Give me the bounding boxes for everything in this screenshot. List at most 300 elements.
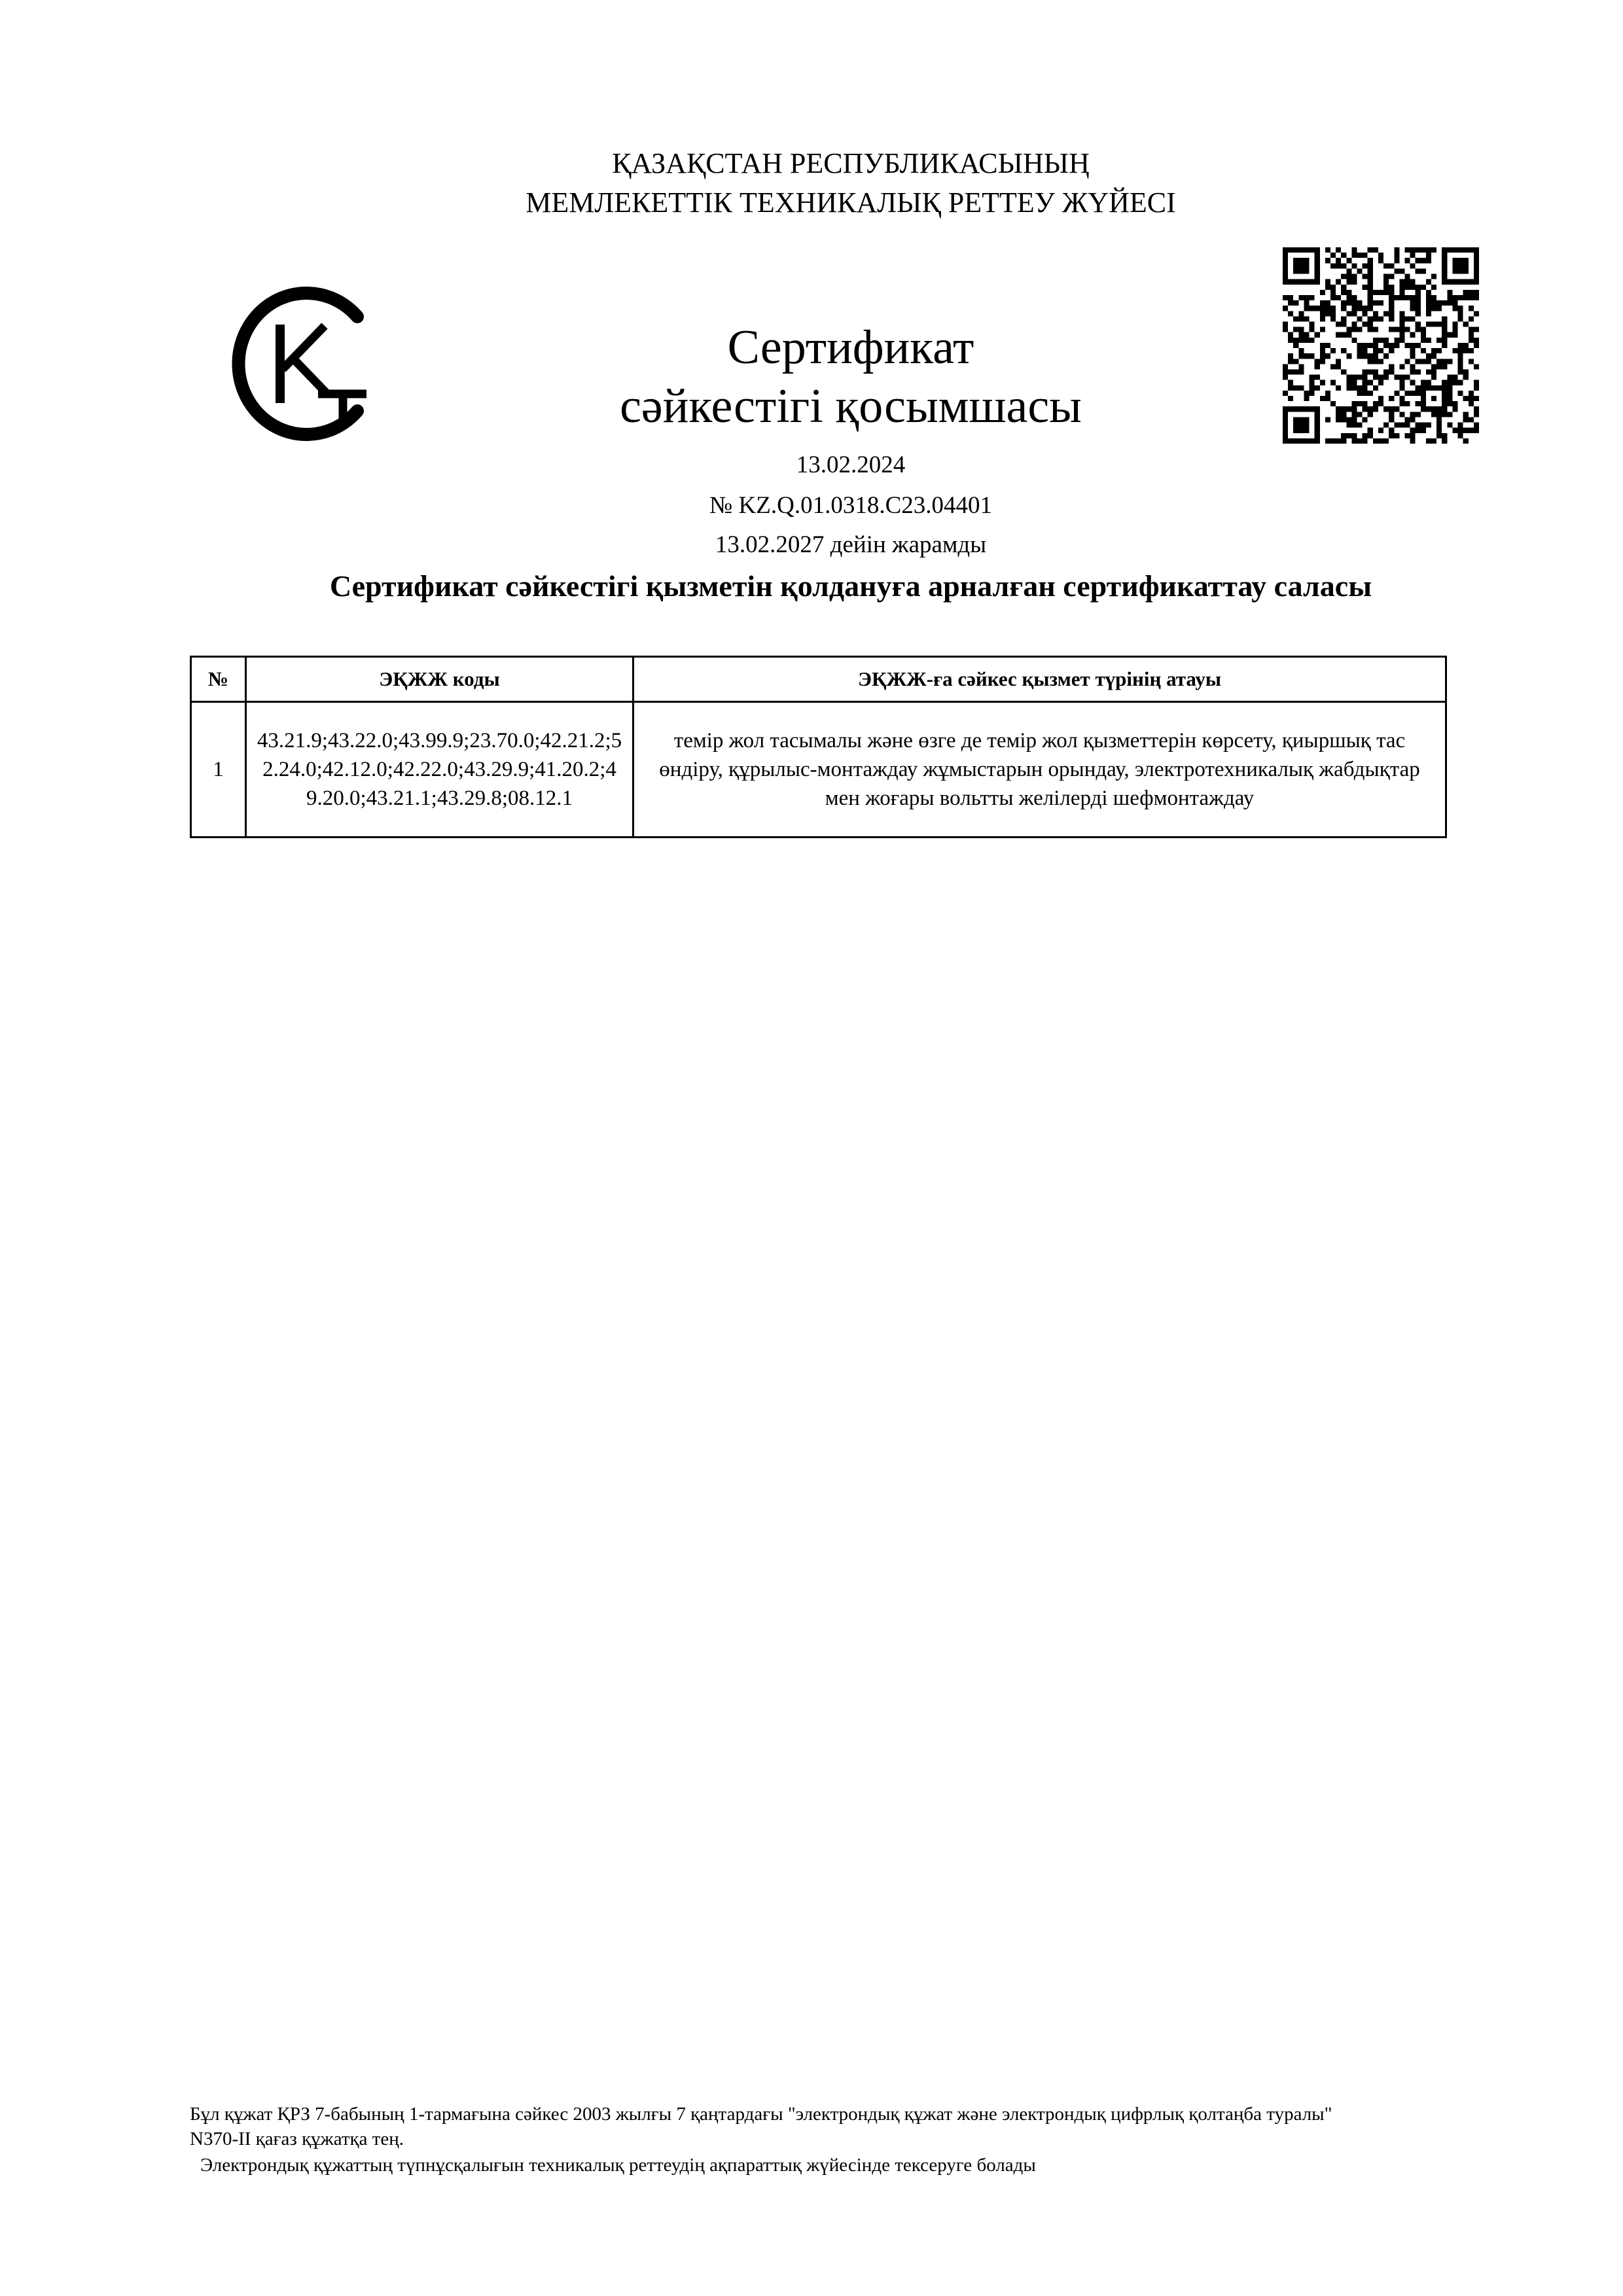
- qr-module: [1351, 263, 1357, 268]
- qr-module: [1416, 290, 1421, 295]
- qr-module: [1315, 385, 1320, 391]
- qr-module: [1288, 353, 1293, 359]
- qr-module: [1431, 438, 1436, 444]
- qr-module: [1410, 438, 1416, 444]
- qr-module: [1298, 295, 1304, 300]
- qr-module: [1378, 380, 1383, 385]
- qr-module: [1383, 406, 1389, 412]
- qr-module: [1363, 263, 1368, 268]
- qr-module: [1373, 316, 1378, 321]
- qr-module: [1389, 364, 1394, 369]
- qr-module: [1368, 279, 1373, 285]
- qr-module: [1315, 263, 1320, 268]
- qr-module: [1378, 348, 1383, 353]
- qr-module: [1368, 412, 1373, 417]
- qr-module: [1341, 369, 1346, 374]
- qr-module: [1383, 343, 1389, 348]
- qr-module: [1426, 247, 1431, 253]
- qr-module: [1410, 279, 1416, 285]
- qr-module: [1341, 290, 1346, 295]
- qr-module: [1426, 438, 1431, 444]
- qr-module: [1315, 332, 1320, 338]
- qr-module: [1421, 380, 1426, 385]
- qr-module: [1447, 375, 1452, 380]
- qr-module: [1474, 274, 1479, 279]
- qr-module: [1330, 306, 1336, 311]
- qr-module: [1469, 306, 1474, 311]
- qr-module: [1442, 396, 1447, 401]
- qr-module: [1458, 428, 1463, 433]
- qr-module: [1320, 311, 1325, 316]
- qr-module: [1442, 438, 1447, 444]
- qr-module: [1399, 412, 1404, 417]
- qr-module: [1442, 263, 1447, 268]
- qr-module: [1351, 295, 1357, 300]
- qr-module: [1426, 380, 1431, 385]
- qr-module: [1442, 385, 1447, 391]
- qr-module: [1368, 353, 1373, 359]
- qr-module: [1404, 423, 1410, 428]
- qr-module: [1452, 380, 1457, 385]
- qr-module: [1389, 428, 1394, 433]
- qr-module: [1421, 327, 1426, 332]
- qr-module: [1416, 401, 1421, 406]
- qr-module: [1336, 412, 1341, 417]
- qr-module: [1431, 247, 1436, 253]
- qr-module: [1346, 258, 1351, 263]
- qr-module: [1394, 375, 1399, 380]
- qr-module: [1320, 396, 1325, 401]
- qr-module: [1426, 295, 1431, 300]
- qr-module: [1315, 428, 1320, 433]
- qr-module: [1357, 327, 1363, 332]
- qr-module: [1452, 401, 1457, 406]
- qr-module: [1368, 306, 1373, 311]
- qr-module: [1283, 258, 1288, 263]
- qr-module: [1431, 396, 1436, 401]
- qr-module: [1298, 348, 1304, 353]
- qr-module: [1442, 359, 1447, 364]
- qr-module: [1389, 311, 1394, 316]
- qr-module: [1426, 279, 1431, 285]
- qr-module: [1447, 359, 1452, 364]
- qr-module: [1447, 300, 1452, 306]
- qr-module: [1325, 417, 1330, 422]
- qr-module: [1357, 353, 1363, 359]
- qr-module: [1283, 322, 1288, 327]
- qr-module: [1452, 300, 1457, 306]
- qr-module: [1320, 348, 1325, 353]
- qr-module: [1399, 380, 1404, 385]
- qr-module: [1458, 369, 1463, 374]
- qr-module: [1383, 353, 1389, 359]
- qr-module: [1383, 290, 1389, 295]
- qr-module: [1416, 285, 1421, 290]
- qr-module: [1310, 306, 1315, 311]
- qr-module: [1283, 306, 1288, 311]
- qr-module: [1436, 359, 1442, 364]
- qr-module: [1389, 369, 1394, 374]
- qr-module: [1458, 353, 1463, 359]
- qr-module: [1426, 369, 1431, 374]
- qr-module: [1394, 258, 1399, 263]
- qr-module: [1315, 279, 1320, 285]
- qr-module: [1416, 258, 1421, 263]
- qr-module: [1431, 300, 1436, 306]
- qr-module: [1298, 353, 1304, 359]
- qr-module: [1363, 385, 1368, 391]
- qr-module: [1442, 253, 1447, 258]
- qr-module: [1363, 311, 1368, 316]
- qr-module: [1389, 306, 1394, 311]
- qr-module: [1410, 369, 1416, 374]
- qr-module: [1452, 322, 1457, 327]
- qr-module: [1336, 279, 1341, 285]
- qr-module: [1410, 263, 1416, 268]
- qr-module: [1431, 322, 1436, 327]
- qr-module: [1288, 279, 1293, 285]
- qr-module: [1404, 417, 1410, 422]
- qr-module: [1431, 353, 1436, 359]
- qr-module: [1325, 396, 1330, 401]
- qr-module: [1404, 279, 1410, 285]
- qr-module: [1378, 359, 1383, 364]
- qr-module: [1293, 428, 1298, 433]
- qr-module: [1410, 348, 1416, 353]
- qr-module: [1368, 369, 1373, 374]
- footer-legal-note: Бұл құжат ҚРЗ 7-бабының 1-тармағына сәйкес 2003 жылғы 7 қаңтардағы "электрондық құжат және электрондық цифрлық қолтаңба туралы": [190, 2104, 1332, 2125]
- qr-module: [1458, 258, 1463, 263]
- qr-module: [1288, 311, 1293, 316]
- qr-module: [1469, 290, 1474, 295]
- header-country: ҚАЗАҚСТАН РЕСПУБЛИКАСЫНЫҢ: [612, 147, 1090, 179]
- qr-module: [1373, 343, 1378, 348]
- qr-module: [1394, 423, 1399, 428]
- qr-module: [1325, 300, 1330, 306]
- qr-module: [1447, 279, 1452, 285]
- qr-module: [1315, 364, 1320, 369]
- qr-module: [1383, 438, 1389, 444]
- qr-module: [1357, 438, 1363, 444]
- qr-module: [1452, 258, 1457, 263]
- qr-module: [1341, 332, 1346, 338]
- qr-module: [1447, 396, 1452, 401]
- qr-module: [1421, 258, 1426, 263]
- qr-module: [1431, 385, 1436, 391]
- qr-module: [1283, 412, 1288, 417]
- qr-module: [1452, 306, 1457, 311]
- qr-module: [1357, 348, 1363, 353]
- qr-module: [1330, 401, 1336, 406]
- qr-module: [1442, 391, 1447, 396]
- qr-module: [1452, 247, 1457, 253]
- qr-module: [1373, 353, 1378, 359]
- qr-module: [1315, 406, 1320, 412]
- row-number: 1: [191, 702, 246, 838]
- qr-module: [1346, 268, 1351, 274]
- qr-module: [1458, 364, 1463, 369]
- qr-module: [1373, 438, 1378, 444]
- qr-module: [1363, 433, 1368, 438]
- qr-module: [1363, 417, 1368, 422]
- qr-module: [1463, 343, 1469, 348]
- qr-module: [1389, 290, 1394, 295]
- qr-module: [1416, 327, 1421, 332]
- qr-module: [1469, 401, 1474, 406]
- qr-module: [1351, 253, 1357, 258]
- qr-module: [1310, 385, 1315, 391]
- qr-module: [1378, 258, 1383, 263]
- qr-module: [1452, 375, 1457, 380]
- qr-module: [1410, 285, 1416, 290]
- qr-module: [1452, 428, 1457, 433]
- qr-module: [1426, 353, 1431, 359]
- qr-module: [1363, 353, 1368, 359]
- qr-module: [1293, 406, 1298, 412]
- qr-module: [1320, 327, 1325, 332]
- qr-module: [1431, 369, 1436, 374]
- qr-module: [1404, 295, 1410, 300]
- qr-module: [1351, 338, 1357, 343]
- qr-module: [1283, 375, 1288, 380]
- qr-module: [1458, 423, 1463, 428]
- qr-module: [1357, 300, 1363, 306]
- qr-module: [1431, 412, 1436, 417]
- qr-module: [1442, 300, 1447, 306]
- qr-module: [1442, 316, 1447, 321]
- qr-module: [1346, 375, 1351, 380]
- scope-table: [190, 656, 1447, 838]
- qr-module: [1436, 428, 1442, 433]
- qr-module: [1474, 268, 1479, 274]
- qr-module: [1298, 417, 1304, 422]
- qr-module: [1315, 438, 1320, 444]
- qr-module: [1304, 391, 1309, 396]
- qr-module: [1426, 406, 1431, 412]
- qr-module: [1368, 322, 1373, 327]
- qr-module: [1436, 406, 1442, 412]
- qr-module: [1404, 343, 1410, 348]
- qr-module: [1442, 412, 1447, 417]
- qr-module: [1394, 433, 1399, 438]
- qr-module: [1346, 311, 1351, 316]
- qr-module: [1330, 311, 1336, 316]
- qr-module: [1363, 369, 1368, 374]
- qr-module: [1421, 332, 1426, 338]
- qr-module: [1426, 306, 1431, 311]
- qr-module: [1421, 359, 1426, 364]
- qr-module: [1389, 412, 1394, 417]
- qr-module: [1315, 258, 1320, 263]
- qr-module: [1283, 406, 1288, 412]
- qr-module: [1469, 348, 1474, 353]
- qr-module: [1363, 285, 1368, 290]
- qr-module: [1346, 290, 1351, 295]
- qr-module: [1325, 438, 1330, 444]
- qr-module: [1416, 391, 1421, 396]
- qr-module: [1458, 343, 1463, 348]
- qr-module: [1442, 364, 1447, 369]
- qr-module: [1357, 306, 1363, 311]
- qr-module: [1469, 247, 1474, 253]
- qr-module: [1363, 306, 1368, 311]
- qr-module: [1363, 406, 1368, 412]
- row-codes: 43.21.9;43.22.0;43.99.9;23.70.0;42.21.2;52.24.0;42.12.0;42.22.0;43.29.9;41.20.2;49.20.0;43.21.1;43.29.8;08.12.1: [246, 702, 633, 838]
- qr-module: [1346, 332, 1351, 338]
- qr-module: [1389, 295, 1394, 300]
- qr-module: [1304, 300, 1309, 306]
- qr-module: [1416, 412, 1421, 417]
- qr-module: [1383, 311, 1389, 316]
- qr-module: [1304, 332, 1309, 338]
- qr-module: [1363, 401, 1368, 406]
- qr-module: [1410, 295, 1416, 300]
- qr-module: [1320, 353, 1325, 359]
- qr-module: [1474, 290, 1479, 295]
- qr-module: [1293, 268, 1298, 274]
- qr-module: [1442, 274, 1447, 279]
- qr-module: [1463, 417, 1469, 422]
- qr-module: [1357, 391, 1363, 396]
- qr-module: [1442, 322, 1447, 327]
- qr-module: [1436, 348, 1442, 353]
- qr-module: [1368, 295, 1373, 300]
- qr-module: [1304, 295, 1309, 300]
- qr-module: [1320, 359, 1325, 364]
- qr-module: [1389, 327, 1394, 332]
- qr-module: [1383, 375, 1389, 380]
- qr-module: [1368, 247, 1373, 253]
- qr-module: [1341, 306, 1346, 311]
- qr-module: [1351, 406, 1357, 412]
- qr-module: [1363, 391, 1368, 396]
- qr-module: [1426, 258, 1431, 263]
- qr-module: [1394, 338, 1399, 343]
- qr-module: [1447, 332, 1452, 338]
- qr-module: [1351, 311, 1357, 316]
- qr-module: [1373, 359, 1378, 364]
- qr-module: [1288, 338, 1293, 343]
- qr-module: [1351, 306, 1357, 311]
- qr-module: [1373, 406, 1378, 412]
- qr-module: [1421, 428, 1426, 433]
- qr-module: [1363, 348, 1368, 353]
- qr-module: [1399, 364, 1404, 369]
- qr-module: [1298, 279, 1304, 285]
- qr-module: [1447, 247, 1452, 253]
- qr-module: [1346, 433, 1351, 438]
- qr-module: [1463, 263, 1469, 268]
- qr-module: [1474, 247, 1479, 253]
- qr-module: [1351, 322, 1357, 327]
- qr-module: [1378, 396, 1383, 401]
- qr-module: [1336, 322, 1341, 327]
- qr-module: [1288, 396, 1293, 401]
- qr-module: [1421, 247, 1426, 253]
- qr-module: [1431, 295, 1436, 300]
- qr-module: [1330, 285, 1336, 290]
- qr-module: [1474, 385, 1479, 391]
- qr-module: [1315, 274, 1320, 279]
- qr-module: [1368, 327, 1373, 332]
- qr-module: [1298, 338, 1304, 343]
- qr-module: [1416, 300, 1421, 306]
- qr-module: [1293, 279, 1298, 285]
- qr-module: [1310, 279, 1315, 285]
- qr-module: [1293, 417, 1298, 422]
- qr-module: [1421, 348, 1426, 353]
- qr-module: [1452, 268, 1457, 274]
- qr-module: [1416, 343, 1421, 348]
- qr-module: [1458, 348, 1463, 353]
- qr-module: [1325, 247, 1330, 253]
- qr-module: [1368, 263, 1373, 268]
- qr-module: [1304, 279, 1309, 285]
- qr-module: [1458, 380, 1463, 385]
- qr-module: [1283, 428, 1288, 433]
- qr-module: [1346, 300, 1351, 306]
- row-activity-name: темір жол тасымалы және өзге де темір жол қызметтерін көрсету, қиыршық тас өндіру, құрылыс-монтаждау жұмыстарын орындау, электротехникалық жабдықтар мен жоғары вольтты желілерді шефмонтаждау: [633, 702, 1446, 838]
- qr-module: [1283, 438, 1288, 444]
- qr-module: [1341, 322, 1346, 327]
- qr-module: [1416, 268, 1421, 274]
- qr-module: [1463, 375, 1469, 380]
- qr-module: [1469, 391, 1474, 396]
- qr-module: [1373, 300, 1378, 306]
- qr-module: [1399, 311, 1404, 316]
- qr-module: [1341, 263, 1346, 268]
- qr-module: [1404, 375, 1410, 380]
- qr-module: [1426, 338, 1431, 343]
- qr-module: [1288, 406, 1293, 412]
- qr-module: [1330, 380, 1336, 385]
- qr-module: [1421, 401, 1426, 406]
- qr-module: [1298, 247, 1304, 253]
- qr-module: [1298, 268, 1304, 274]
- qr-module: [1315, 433, 1320, 438]
- qr-module: [1458, 359, 1463, 364]
- qr-module: [1357, 423, 1363, 428]
- qr-module: [1421, 268, 1426, 274]
- qr-module: [1389, 406, 1394, 412]
- qr-module: [1416, 247, 1421, 253]
- qr-module: [1315, 306, 1320, 311]
- qr-module: [1325, 353, 1330, 359]
- qr-module: [1416, 423, 1421, 428]
- qr-module: [1373, 338, 1378, 343]
- qr-module: [1458, 279, 1463, 285]
- qr-module: [1394, 268, 1399, 274]
- qr-module: [1288, 247, 1293, 253]
- qr-module: [1421, 385, 1426, 391]
- qr-module: [1288, 300, 1293, 306]
- qr-module: [1404, 327, 1410, 332]
- qr-module: [1351, 385, 1357, 391]
- qr-module: [1283, 274, 1288, 279]
- issue-date: 13.02.2024: [796, 451, 906, 478]
- qr-module: [1341, 274, 1346, 279]
- qr-module: [1389, 433, 1394, 438]
- qr-module: [1410, 380, 1416, 385]
- qr-module: [1304, 263, 1309, 268]
- kz-conformity-mark-icon: [229, 285, 377, 442]
- qr-module: [1442, 258, 1447, 263]
- qr-module: [1474, 380, 1479, 385]
- qr-module: [1298, 327, 1304, 332]
- qr-module: [1404, 274, 1410, 279]
- qr-module: [1442, 380, 1447, 385]
- qr-module: [1298, 316, 1304, 321]
